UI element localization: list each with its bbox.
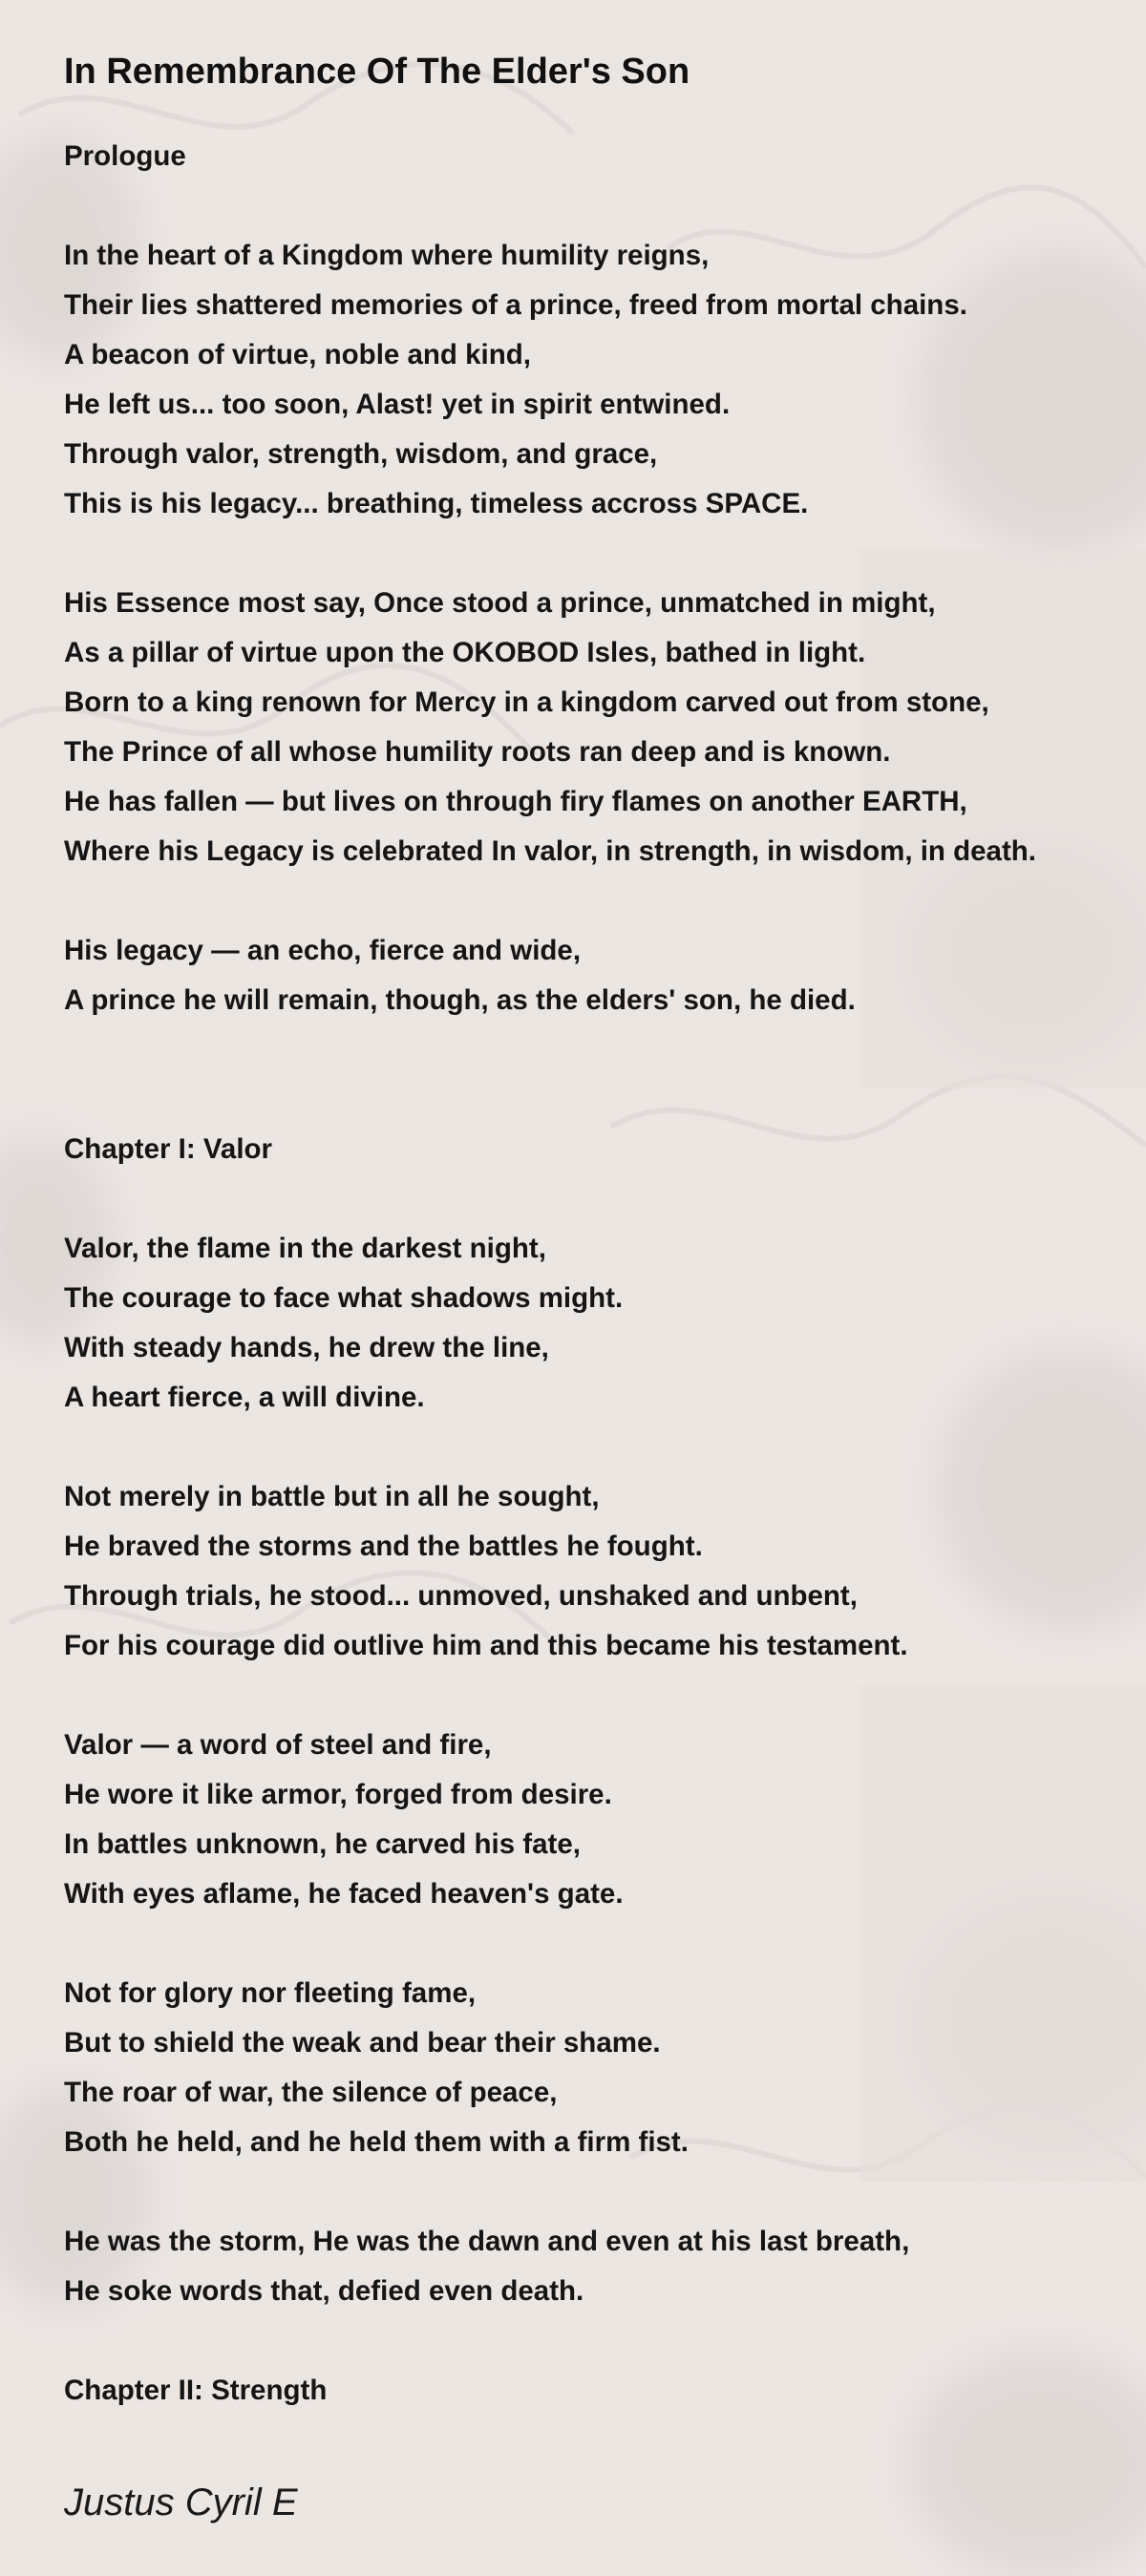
poem-line: He was the storm, He was the dawn and even at his last breath, <box>64 2226 910 2257</box>
poem-line: Prologue <box>64 140 186 172</box>
poem-line: Not merely in battle but in all he sought, <box>64 1481 600 1512</box>
poem-line: He has fallen — but lives on through firy flames on another EARTH, <box>64 786 967 817</box>
poem-line: A prince he will remain, though, as the elders' son, he died. <box>64 984 856 1016</box>
stanza-gap <box>64 876 1134 926</box>
poem-line: Where his Legacy is celebrated In valor, in strength, in wisdom, in death. <box>64 835 1036 867</box>
stanza-gap <box>64 1174 1134 1224</box>
poem-line: Not for glory nor fleeting fame, <box>64 1977 477 2009</box>
poem-line: He wore it like armor, forged from desire. <box>64 1779 612 1810</box>
poem-line: The courage to face what shadows might. <box>64 1282 624 1314</box>
poem-line: The roar of war, the silence of peace, <box>64 2077 558 2108</box>
poem-line: Chapter I: Valor <box>64 1133 273 1165</box>
stanza-gap <box>64 2316 1134 2366</box>
poem-line: He soke words that, defied even death. <box>64 2275 584 2307</box>
stanza-gap <box>64 181 1134 231</box>
poem-line: Through valor, strength, wisdom, and grace, <box>64 438 658 470</box>
poem-line: His legacy — an echo, fierce and wide, <box>64 935 582 966</box>
poem-line: In battles unknown, he carved his fate, <box>64 1828 581 1860</box>
poem-line: For his courage did outlive him and this became his testament. <box>64 1630 908 1661</box>
stanza-gap <box>64 2167 1134 2217</box>
stanza-gap <box>64 1075 1134 1125</box>
poem-line: In the heart of a Kingdom where humility reigns, <box>64 240 710 271</box>
poem-line: Valor — a word of steel and fire, <box>64 1729 492 1761</box>
poem-line: The Prince of all whose humility roots ran deep and is known. <box>64 736 891 768</box>
stanza-gap <box>64 1671 1134 1721</box>
author-name: Justus Cyril E <box>64 2481 298 2523</box>
stanza-gap <box>64 1025 1134 1075</box>
stanza-gap <box>64 1919 1134 1969</box>
poem-line: As a pillar of virtue upon the OKOBOD Isles, bathed in light. <box>64 637 866 668</box>
poem-title: In Remembrance Of The Elder's Son <box>64 52 690 92</box>
poem-line: Through trials, he stood... unmoved, unshaked and unbent, <box>64 1580 858 1612</box>
poem-line: Both he held, and he held them with a firm fist. <box>64 2126 689 2158</box>
poem-line: A beacon of virtue, noble and kind, <box>64 339 531 370</box>
poem-line: This is his legacy... breathing, timeless accross SPACE. <box>64 488 809 519</box>
poem-line: He left us... too soon, Alast! yet in spirit entwined. <box>64 389 731 420</box>
poem-line: Born to a king renown for Mercy in a kingdom carved out from stone, <box>64 686 989 718</box>
poem-line: But to shield the weak and bear their shame. <box>64 2027 661 2059</box>
poem-body <box>64 132 1134 2416</box>
poem-line: His Essence most say, Once stood a prince, unmatched in might, <box>64 587 936 619</box>
stanza-gap <box>64 529 1134 579</box>
poem-line: He braved the storms and the battles he fought. <box>64 1531 703 1562</box>
poem-container <box>64 48 1134 2416</box>
poem-line: With eyes aflame, he faced heaven's gate. <box>64 1878 624 1910</box>
poem-line: A heart fierce, a will divine. <box>64 1382 425 1413</box>
poem-line: With steady hands, he drew the line, <box>64 1332 549 1363</box>
poem-line: Their lies shattered memories of a prince, freed from mortal chains. <box>64 289 967 321</box>
stanza-gap <box>64 1423 1134 1472</box>
poem-line: Chapter II: Strength <box>64 2375 328 2406</box>
poem-line: Valor, the flame in the darkest night, <box>64 1233 546 1264</box>
